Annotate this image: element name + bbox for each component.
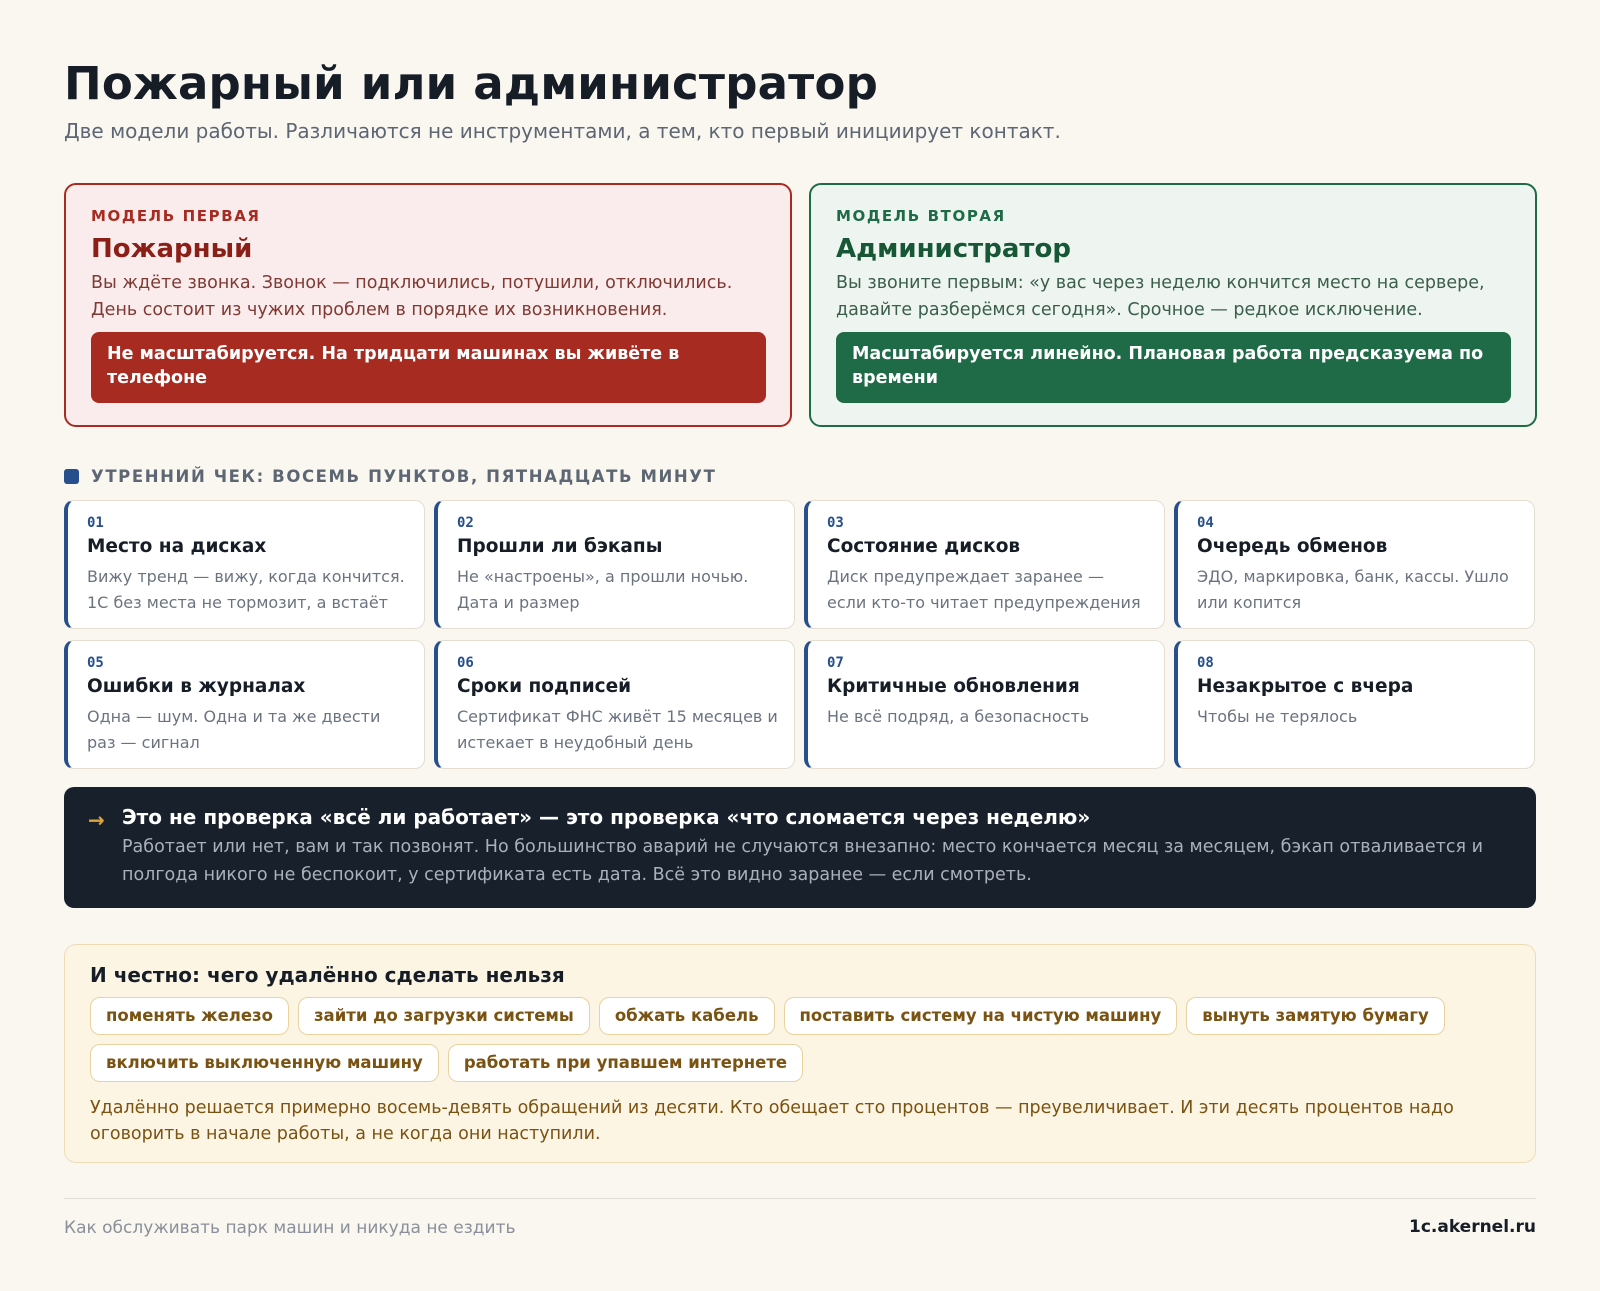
check-card bbox=[1174, 500, 1535, 629]
model-eyebrow: МОДЕЛЬ ВТОРАЯ bbox=[836, 207, 1006, 225]
check-title: Ошибки в журналах bbox=[87, 676, 306, 697]
footer-site-link[interactable]: 1c.akernel.ru bbox=[1408, 1217, 1536, 1237]
check-title: Место на дисках bbox=[87, 536, 267, 557]
remote-limits-panel bbox=[64, 944, 1536, 1163]
model-verdict: Не масштабируется. На тридцати машинах вы живёте в телефоне bbox=[91, 332, 766, 403]
check-title: Незакрытое с вчера bbox=[1197, 676, 1414, 697]
check-description: Диск предупреждает заранее — если кто-то читает предупреждения bbox=[827, 567, 1141, 612]
check-title: Критичные обновления bbox=[827, 676, 1080, 697]
limit-tag: зайти до загрузки системы bbox=[298, 997, 590, 1035]
models-comparison bbox=[64, 183, 1536, 427]
check-card bbox=[64, 640, 425, 769]
checklist-heading bbox=[64, 466, 717, 486]
check-number: 04 bbox=[1197, 515, 1214, 531]
footer-divider bbox=[64, 1198, 1536, 1199]
check-card bbox=[804, 640, 1165, 769]
check-card bbox=[804, 500, 1165, 629]
check-description: ЭДО, маркировка, банк, кассы. Ушло или копится bbox=[1197, 567, 1509, 612]
check-description: Не всё подряд, а безопасность bbox=[827, 707, 1090, 726]
checklist-heading-label: УТРЕННИЙ ЧЕК: ВОСЕМЬ ПУНКТОВ, ПЯТНАДЦАТЬ МИНУТ bbox=[91, 466, 717, 486]
model-description: Вы звоните первым: «у вас через неделю кончится место на сервере, давайте разберёмся сегодня». Срочное — редкое исключение. bbox=[836, 273, 1485, 320]
page-title: Пожарный или администратор bbox=[64, 57, 878, 110]
check-title: Состояние дисков bbox=[827, 536, 1021, 557]
insight-callout bbox=[64, 787, 1536, 908]
check-number: 05 bbox=[87, 655, 104, 671]
limit-tag: поменять железо bbox=[90, 997, 289, 1035]
check-number: 01 bbox=[87, 515, 104, 531]
remote-limits-note: Удалённо решается примерно восемь-девять обращений из десяти. Кто обещает сто процентов — преувеличивает. И эти десять процентов надо оговорить в начале работы, а не когда они наступили. bbox=[90, 1098, 1454, 1144]
limit-tag: включить выключенную машину bbox=[90, 1044, 439, 1082]
model-description: Вы ждёте звонка. Звонок — подключились, потушили, отключились. День состоит из чужих проблем в порядке их возникновения. bbox=[91, 273, 733, 320]
check-card bbox=[434, 640, 795, 769]
limit-tag: обжать кабель bbox=[599, 997, 775, 1035]
model-verdict: Масштабируется линейно. Плановая работа предсказуема по времени bbox=[836, 332, 1511, 403]
section-marker-icon bbox=[64, 469, 79, 484]
model-card-firefighter bbox=[64, 183, 792, 427]
check-card bbox=[64, 500, 425, 629]
limit-tag: работать при упавшем интернете bbox=[448, 1044, 803, 1082]
check-card bbox=[434, 500, 795, 629]
callout-text: Работает или нет, вам и так позвонят. Но большинство аварий не случаются внезапно: место кончается месяц за месяцем, бэкап отваливается и полгода никого не беспокоит, у сертификата есть дата. Всё это видно заранее — если смотреть. bbox=[122, 837, 1483, 885]
check-title: Очередь обменов bbox=[1197, 536, 1388, 557]
remote-limits-title: И честно: чего удалённо сделать нельзя bbox=[90, 963, 565, 987]
footer-caption: Как обслуживать парк машин и никуда не ездить bbox=[64, 1218, 516, 1238]
check-card bbox=[1174, 640, 1535, 769]
page bbox=[64, 56, 1536, 1238]
limit-tag: поставить систему на чистую машину bbox=[784, 997, 1178, 1035]
model-card-administrator bbox=[809, 183, 1537, 427]
model-name: Администратор bbox=[836, 234, 1071, 264]
remote-limits-tags bbox=[90, 997, 1530, 1082]
model-eyebrow: МОДЕЛЬ ПЕРВАЯ bbox=[91, 207, 261, 225]
check-number: 06 bbox=[457, 655, 474, 671]
check-number: 02 bbox=[457, 515, 474, 531]
check-description: Не «настроены», а прошли ночью. Дата и размер bbox=[457, 567, 749, 612]
limit-tag: вынуть замятую бумагу bbox=[1186, 997, 1444, 1035]
check-description: Чтобы не терялось bbox=[1197, 707, 1358, 726]
page-subtitle: Две модели работы. Различаются не инструментами, а тем, кто первый инициирует контакт. bbox=[64, 119, 1061, 143]
check-description: Вижу тренд — вижу, когда кончится. 1С без места не тормозит, а встаёт bbox=[87, 567, 405, 612]
check-description: Сертификат ФНС живёт 15 месяцев и истекает в неудобный день bbox=[457, 707, 778, 752]
model-name: Пожарный bbox=[91, 234, 253, 264]
check-title: Сроки подписей bbox=[457, 676, 632, 697]
arrow-right-icon: → bbox=[88, 808, 105, 832]
callout-title: Это не проверка «всё ли работает» — это проверка «что сломается через неделю» bbox=[122, 805, 1091, 829]
check-description: Одна — шум. Одна и та же двести раз — сигнал bbox=[87, 707, 381, 752]
check-number: 08 bbox=[1197, 655, 1214, 671]
check-title: Прошли ли бэкапы bbox=[457, 536, 663, 557]
check-number: 03 bbox=[827, 515, 844, 531]
check-number: 07 bbox=[827, 655, 844, 671]
